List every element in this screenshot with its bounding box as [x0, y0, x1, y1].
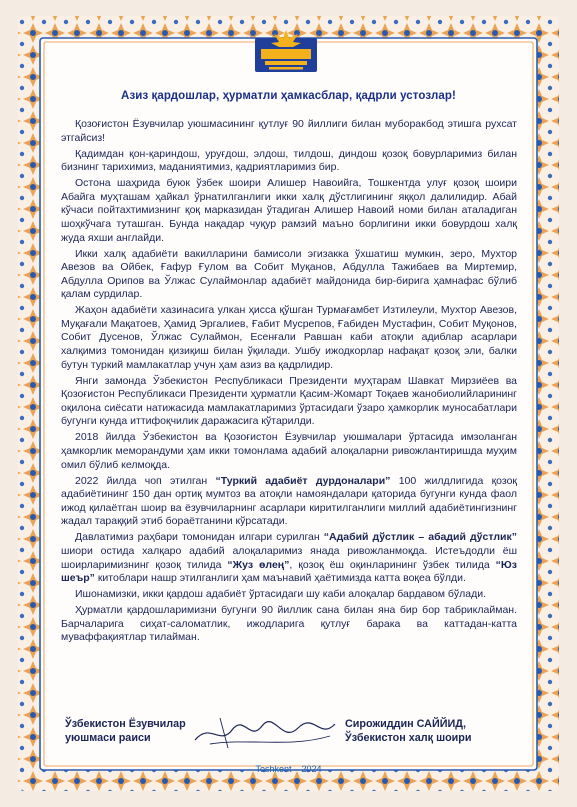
bold-title-span: “Жуз өлең” [227, 558, 290, 571]
text-span: Жаҳон адабиёти хазинасига улкан ҳисса қўшган Турмағамбет Изтилеули, Мухтор Авезов, Муқағали Мақатоев, Ҳамид Эргалиев, Ғабит Мусрепов, Ғабиден Мустафин, Собит Муқонов, Собит Дусенов, Ўлжас Сулаймон, Есенғали Равшан каби атоқли адиблар асарлари халқимиз томонидан қизиқиш билан ўқилади. Ушбу ижодкорлар нафақат қозоқ эли, балки бутун туркий мамлакатлар учун ҳам азиз ва қадрлидир. [61, 304, 517, 371]
body-paragraph [61, 431, 517, 472]
handwritten-signature [190, 712, 340, 752]
signer-name-right [345, 717, 472, 745]
body-paragraph [61, 148, 517, 175]
signer-name: Сирожиддин САЙЙИД, [345, 718, 466, 730]
body-paragraph [61, 375, 517, 429]
signer-rank: Ўзбекистон халқ шоири [345, 732, 472, 744]
body-paragraph [61, 531, 517, 585]
signer-title-left [65, 717, 186, 745]
bold-title-span: “Юз шеър” [61, 558, 517, 585]
letter-heading: Азиз қардошлар, ҳурматли ҳамкасблар, қадрли устозлар! [121, 90, 456, 102]
bold-title-span: “Адабий дўстлик – абадий дўстлик” [323, 531, 517, 544]
letter-body [61, 118, 517, 647]
bold-title-span: “Туркий адабиёт дурдоналари” [215, 474, 391, 487]
text-span: 2018 йилда Ўзбекистон ва Қозоғистон Ёзувчилар уюшмалари ўртасида имзоланган ҳамкорлик меморандуми ҳам икки томонлама адабий алоқаларни ривожлантиришда муҳим омил бўлиб келмоқда. [61, 431, 517, 471]
body-paragraph [61, 604, 517, 645]
text-span: Ишонамизки, икки қардош адабиёт ўртасидаги шу каби алоқалар бардавом бўлади. [75, 588, 487, 601]
text-span: Ҳурматли қардошларимизни бугунги 90 йиллик сана билан яна бир бор табриклайман. Барчаларига сиҳат-саломатлик, ижодларига қутлуғ барака ва каттадан-катта муваффақиятлар тилайман. [61, 604, 517, 644]
text-span: , қозоқ ёш оқинларининг ўзбек тилида [289, 558, 496, 571]
signer-title-line2: уюшмаси раиси [65, 732, 151, 744]
text-span: Қадимдан қон-қариндош, уруғдош, элдош, тилдош, диндош қозоқ бовурларимиз билан бизнинг тарихимиз, маданиятимиз, қадриятларимиз бир. [61, 147, 517, 174]
text-span: 2022 йилда чоп этилган [75, 474, 216, 487]
writers-union-logo [249, 28, 323, 76]
body-paragraph [61, 177, 517, 245]
body-paragraph [61, 248, 517, 302]
text-span: 100 жилдлигида қозоқ адабиётининг 150 дан ортиқ мумтоз ва атоқли намояндалари қаторида бугунги кунда фаол ижод қилаётган шоир ва ёзувчиларнинг асарлари киритилганлиги миллий адабиётингизнинг жадал тараққий этиб бораётганини кўрсатади. [61, 474, 518, 528]
text-span: Остона шаҳрида буюк ўзбек шоири Алишер Навоийга, Тошкентда улуғ қозоқ шоири Абайга муҳташам ҳайкал ўрнатилганлиги икки халқ дўстлигининг яққол далилидир. Абай кўчаси пойтахтимизнинг қоқ марказидан ўтадиган Алишер Навоий номи билан аталадиган шоҳкўчага туташган. Бунда нақадар чуқур рамзий маъно борлигини икки бовурдош халқ жуда яхши англайди. [61, 177, 517, 244]
text-span: Давлатимиз раҳбари томонидан илгари сурилган [75, 531, 324, 544]
text-span: Янги замонда Ўзбекистон Республикаси Президенти муҳтарам Шавкат Мирзиёев ва Қозоғистон Республикаси Президенти ҳурматли Қасим-Жомарт Тоқаев жанобиолийларининг оқилона сиёсати натижасида мамлакатларимиз ўртасидаги ўзаро ҳамкорлик муносабатлари бугунги кунда иттифоқчилик даражасига кўтарилди. [61, 374, 517, 428]
body-paragraph [61, 588, 517, 602]
body-paragraph [61, 475, 517, 529]
text-span: шиори остида халқаро адабий алоқаларимиз янада ривожланмоқда. Истеъдодли ёш шоирларимизнинг қозоқ тилида [61, 544, 517, 571]
body-paragraph [61, 118, 517, 145]
signer-title-line1: Ўзбекистон Ёзувчилар [65, 718, 186, 730]
text-span: Қозоғистон Ёзувчилар уюшмасининг қутлуғ 90 йиллиги билан муборакбод этишга рухсат этгайсиз! [61, 118, 517, 144]
place-date-footer: Toshkent – 2024 [255, 764, 322, 774]
text-span: Икки халқ адабиёти вакилларини бамисоли эгизакка ўхшатиш мумкин, зеро, Мухтор Авезов ва Ойбек, Ғафур Ғулом ва Собит Муқанов, Абдулла Тажибаев ва Миртемир, Абдулла Орипов ва Ўлжас Сулаймонлар адабиёт майдонида бир-бирига ҳамнафас бўлиб қалам сурдилар. [61, 247, 517, 301]
text-span: китоблари нашр этилганлиги ҳам маънавий ҳаётимизда катта воқеа бўлди. [94, 572, 466, 585]
body-paragraph [61, 304, 517, 372]
